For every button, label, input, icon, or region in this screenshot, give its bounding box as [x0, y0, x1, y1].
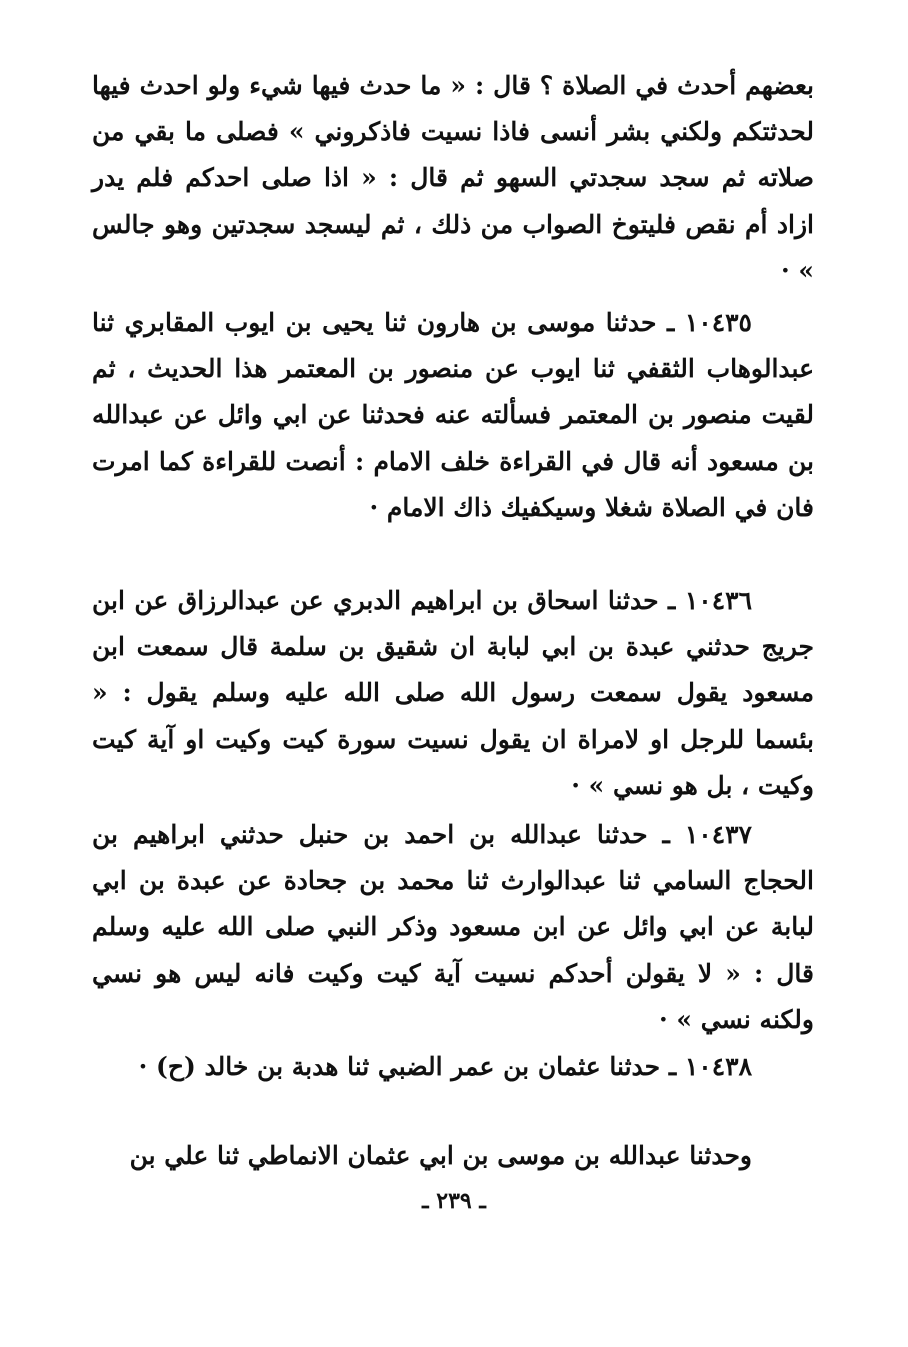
hadith-number: ١٠٤٣٨ — [684, 1052, 752, 1081]
hadith-10436 — [92, 578, 814, 809]
page-number: ـ ٢٣٩ ـ — [422, 1188, 486, 1214]
paragraph-chain-continued — [92, 1133, 814, 1179]
hadith-text: ـ حدثنا عثمان بن عمر الضبي ثنا هدبة بن خالد (ح) · — [138, 1052, 677, 1081]
hadith-text: ـ حدثنا اسحاق بن ابراهيم الدبري عن عبدالرزاق عن ابن جريج حدثني عبدة بن ابي لبابة ان شقيق بن سلمة قال سمعت ابن مسعود يقول سمعت رسول الله صلى الله عليه وسلم يقول : « بئسما للرجل او لامراة ان يقول نسيت سورة كيت وكيت او آية كيت وكيت ، بل هو نسي » · — [92, 586, 814, 800]
hadith-10437 — [92, 812, 814, 1043]
hadith-10435 — [92, 300, 814, 531]
hadith-number: ١٠٤٣٦ — [684, 586, 752, 615]
hadith-10438 — [92, 1044, 814, 1090]
paragraph-text: بعضهم أحدث في الصلاة ؟ قال : « ما حدث فيها شيء ولو احدث فيها لحدثتكم ولكني بشر أنسى فاذا نسيت فاذكروني » فصلى ما بقي من صلاته ثم سجد سجدتي السهو ثم قال : « اذا صلى احدكم فلم يدر ازاد أم نقص فليتوخ الصواب من ذلك ، ثم ليسجد سجدتين وهو جالس » · — [92, 71, 814, 285]
paragraph-continuation — [92, 63, 814, 294]
hadith-number: ١٠٤٣٥ — [684, 308, 752, 337]
hadith-number: ١٠٤٣٧ — [684, 820, 752, 849]
hadith-text: ـ حدثنا عبدالله بن احمد بن حنبل حدثني ابراهيم بن الحجاج السامي ثنا عبدالوارث ثنا محمد بن جحادة عن عبدة بن ابي لبابة عن ابي وائل عن ابن مسعود وذكر النبي صلى الله عليه وسلم قال : « لا يقولن أحدكم نسيت آية كيت وكيت فانه ليس هو نسي ولكنه نسي » · — [92, 820, 814, 1034]
hadith-text: ـ حدثنا موسى بن هارون ثنا يحيى بن ايوب المقابري ثنا عبدالوهاب الثقفي ثنا ايوب عن منصور بن المعتمر هذا الحديث ، ثم لقيت منصور بن المعتمر فسألته عنه فحدثنا عن ابي وائل عن عبدالله بن مسعود أنه قال في القراءة خلف الامام : أنصت للقراءة كما امرت فان في الصلاة شغلا وسيكفيك ذاك الامام · — [92, 308, 814, 522]
paragraph-text: وحدثنا عبدالله بن موسى بن ابي عثمان الانماطي ثنا علي بن — [129, 1141, 752, 1170]
